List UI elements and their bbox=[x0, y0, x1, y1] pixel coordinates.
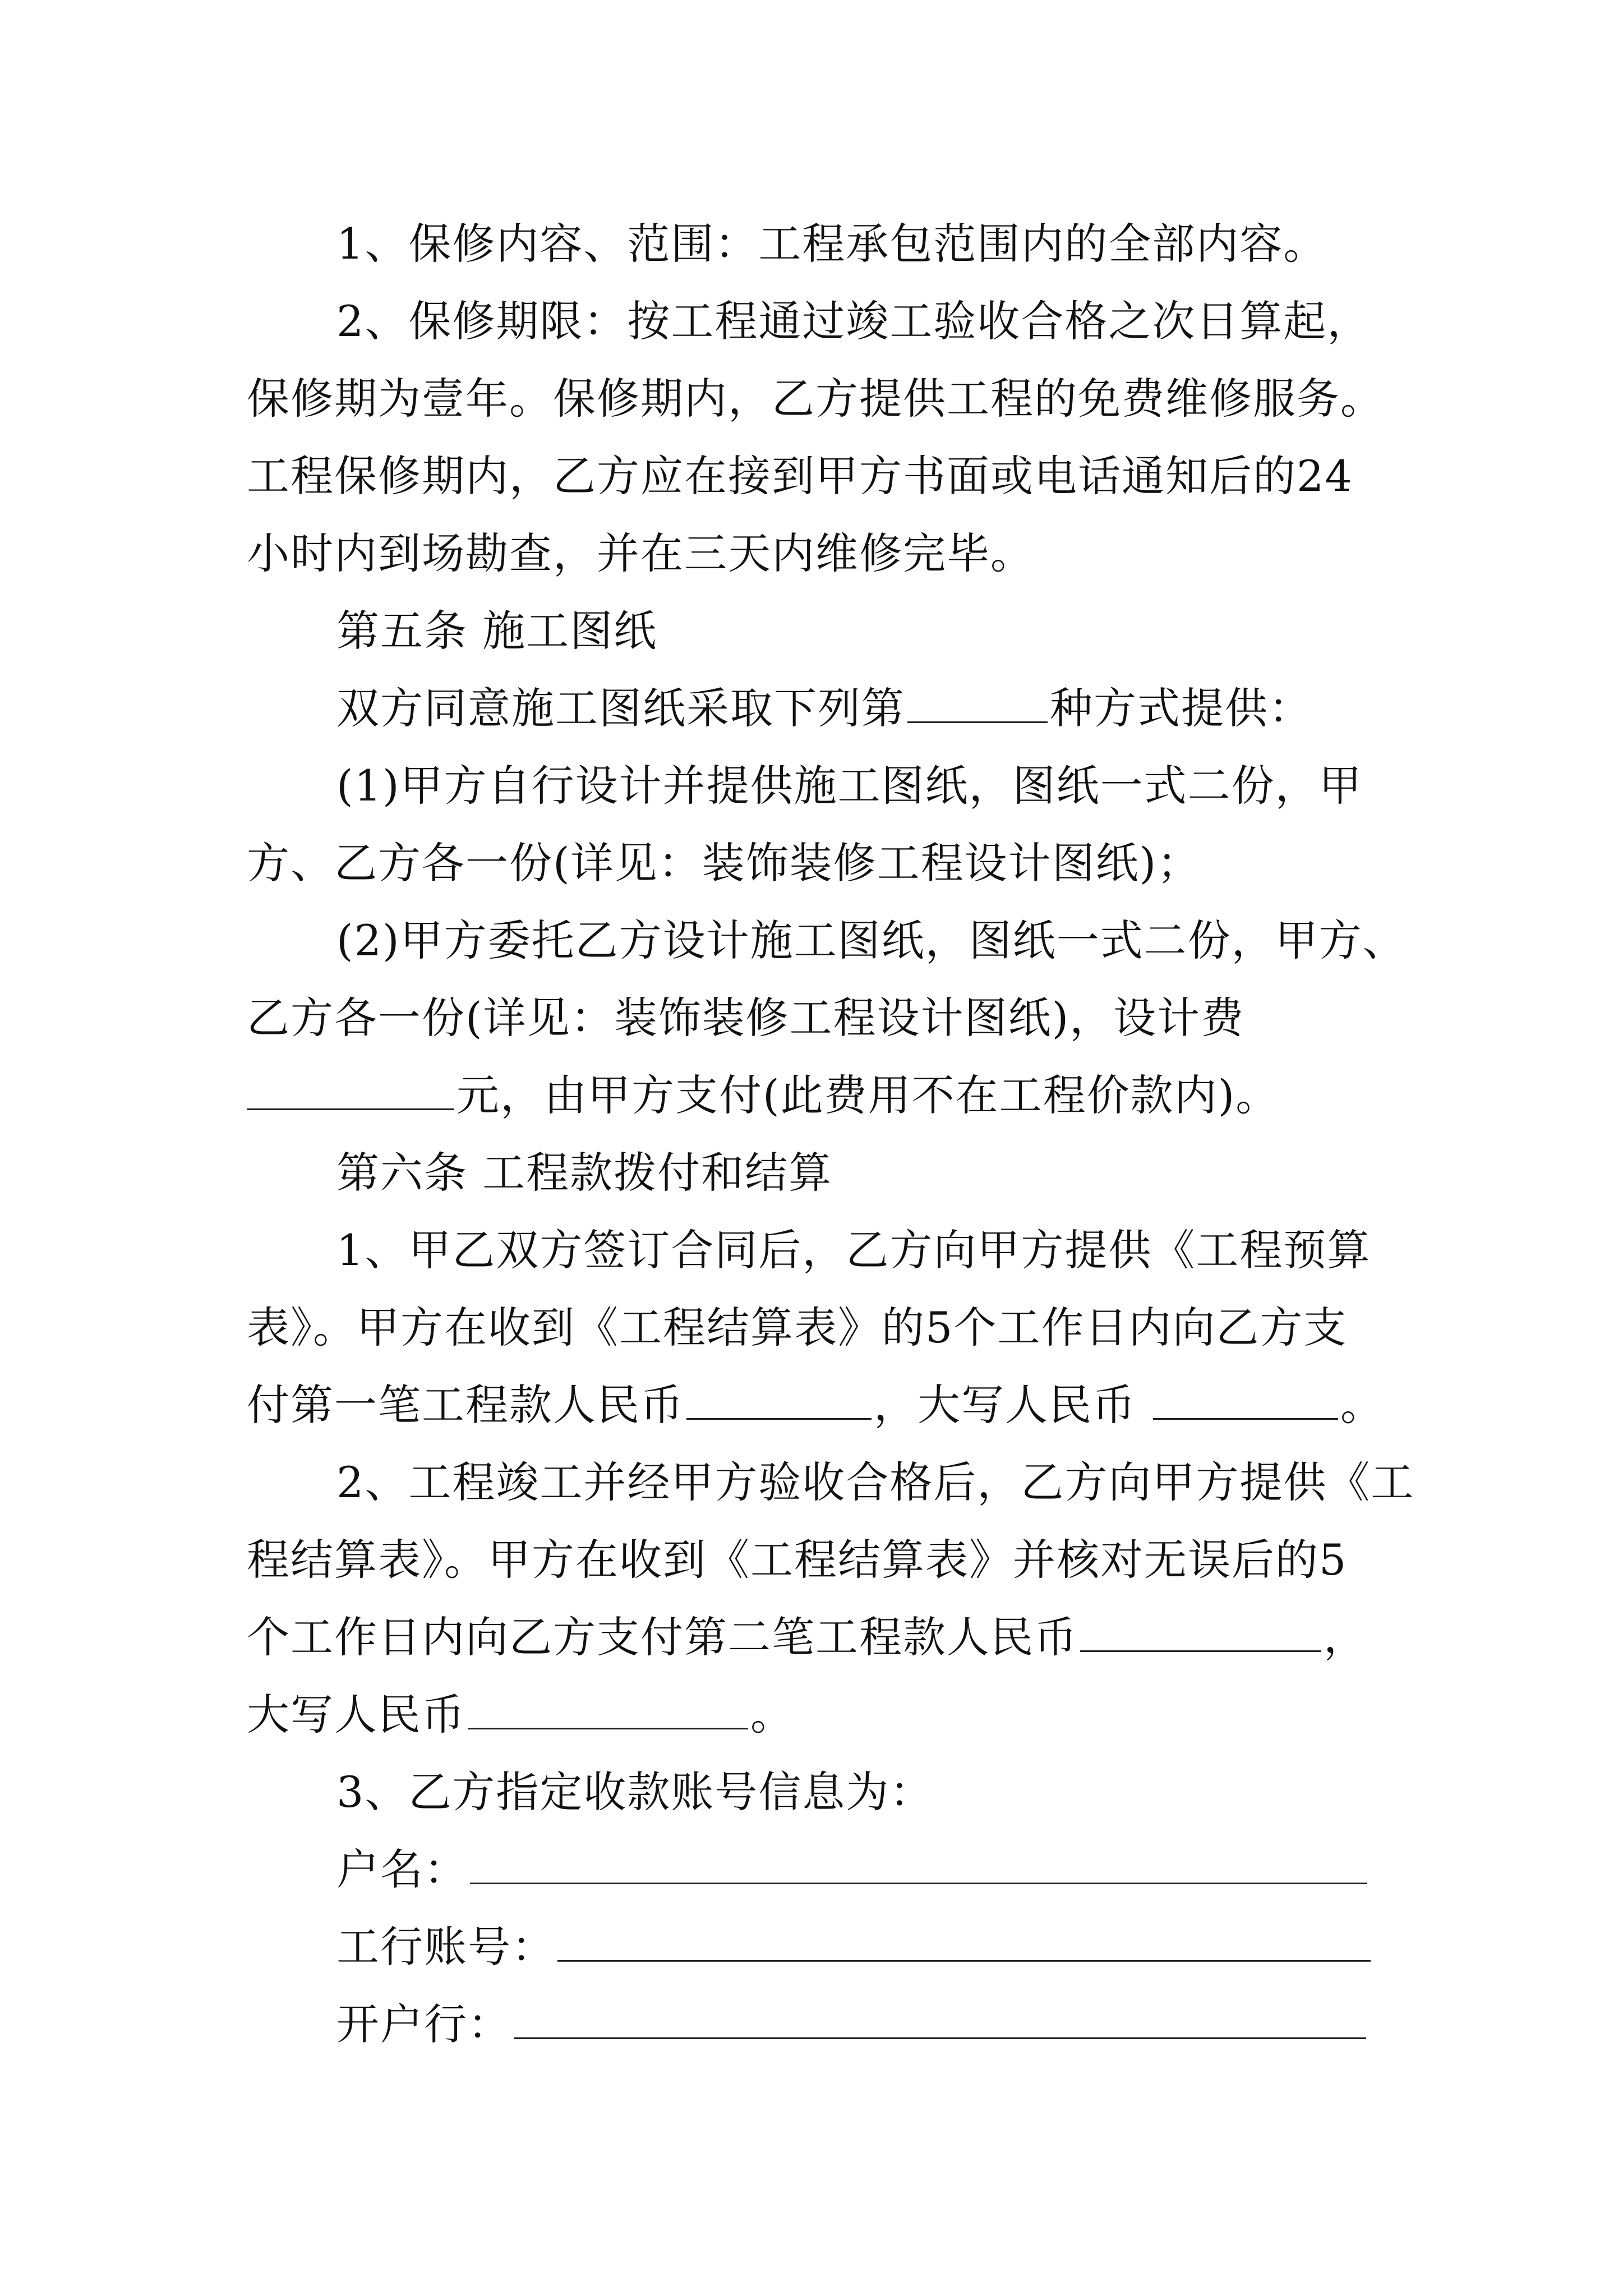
option-2-line-3 bbox=[247, 1068, 1279, 1124]
option-2-line-3-text: 元，由甲方支付(此费用不在工程价款内)。 bbox=[457, 1070, 1280, 1120]
account-number-blank bbox=[557, 1921, 1371, 1962]
article-5-intro bbox=[336, 680, 1312, 737]
article-5-intro-text-b: 种方式提供： bbox=[1050, 683, 1312, 733]
article-6-title: 第六条 工程款拨付和结算 bbox=[336, 1148, 833, 1198]
first-payment-amount-blank bbox=[686, 1379, 872, 1420]
payment-3-title: 3、乙方指定收款账号信息为： bbox=[336, 1767, 934, 1817]
payment-1-line-1: 1、甲乙双方签订合同后，乙方向甲方提供《工程预算 bbox=[336, 1225, 1371, 1275]
payment-2-text-c: 大写人民币 bbox=[247, 1690, 465, 1740]
account-name-row bbox=[336, 1842, 1370, 1898]
bank-row bbox=[336, 1996, 1368, 2053]
second-payment-words-blank bbox=[468, 1688, 748, 1729]
warranty-period-line-2: 保修期为壹年。保修期内，乙方提供工程的免费维修服务。 bbox=[247, 374, 1384, 424]
payment-2-line-3 bbox=[247, 1609, 1367, 1665]
payment-1-text-b: ，大写人民币 bbox=[874, 1380, 1136, 1430]
payment-1-line-2: 表》。甲方在收到《工程结算表》的5个工作日内向乙方支 bbox=[247, 1303, 1348, 1352]
design-fee-blank bbox=[247, 1069, 454, 1110]
payment-1-text-c: 。 bbox=[1340, 1380, 1384, 1430]
payment-2-line-2: 程结算表》。甲方在收到《工程结算表》并核对无误后的5 bbox=[247, 1535, 1348, 1585]
payment-2-line-1: 2、工程竣工并经甲方验收合格后，乙方向甲方提供《工 bbox=[336, 1457, 1415, 1507]
account-number-label: 工行账号： bbox=[336, 1922, 555, 1972]
option-1-line-2: 方、乙方各一份(详见：装饰装修工程设计图纸)； bbox=[247, 838, 1201, 888]
warranty-period-line-4: 小时内到场勘查，并在三天内维修完毕。 bbox=[247, 528, 1034, 578]
payment-1-line-3 bbox=[247, 1377, 1384, 1433]
account-name-blank bbox=[470, 1843, 1367, 1884]
bank-label: 开户行： bbox=[336, 1999, 511, 2049]
payment-2-text-d: 。 bbox=[750, 1690, 794, 1740]
payment-2-line-4 bbox=[247, 1687, 794, 1743]
payment-2-text-b: ， bbox=[1324, 1612, 1367, 1662]
option-2-line-2: 乙方各一份(详见：装饰装修工程设计图纸)，设计费 bbox=[247, 993, 1245, 1043]
first-payment-words-blank bbox=[1153, 1379, 1338, 1420]
option-2-line-1: (2)甲方委托乙方设计施工图纸，图纸一式二份，甲方、 bbox=[336, 915, 1407, 965]
bank-blank bbox=[514, 1998, 1366, 2039]
warranty-period-line-3: 工程保修期内，乙方应在接到甲方书面或电话通知后的24 bbox=[247, 451, 1353, 501]
payment-1-text-a: 付第一笔工程款人民币 bbox=[247, 1380, 684, 1430]
payment-2-text-a: 个工作日内向乙方支付第二笔工程款人民币 bbox=[247, 1612, 1078, 1662]
article-5-title: 第五条 施工图纸 bbox=[336, 606, 658, 656]
account-number-row bbox=[336, 1919, 1373, 1975]
method-number-blank bbox=[907, 682, 1048, 723]
warranty-period-line-1: 2、保修期限：按工程通过竣工验收合格之次日算起， bbox=[336, 296, 1371, 346]
warranty-scope: 1、保修内容、范围：工程承包范围内的全部内容。 bbox=[336, 219, 1327, 269]
account-name-label: 户名： bbox=[336, 1844, 468, 1894]
article-5-intro-text-a: 双方同意施工图纸采取下列第 bbox=[336, 683, 905, 733]
option-1-line-1: (1)甲方自行设计并提供施工图纸，图纸一式二份，甲 bbox=[336, 761, 1363, 811]
second-payment-amount-blank bbox=[1080, 1611, 1321, 1652]
